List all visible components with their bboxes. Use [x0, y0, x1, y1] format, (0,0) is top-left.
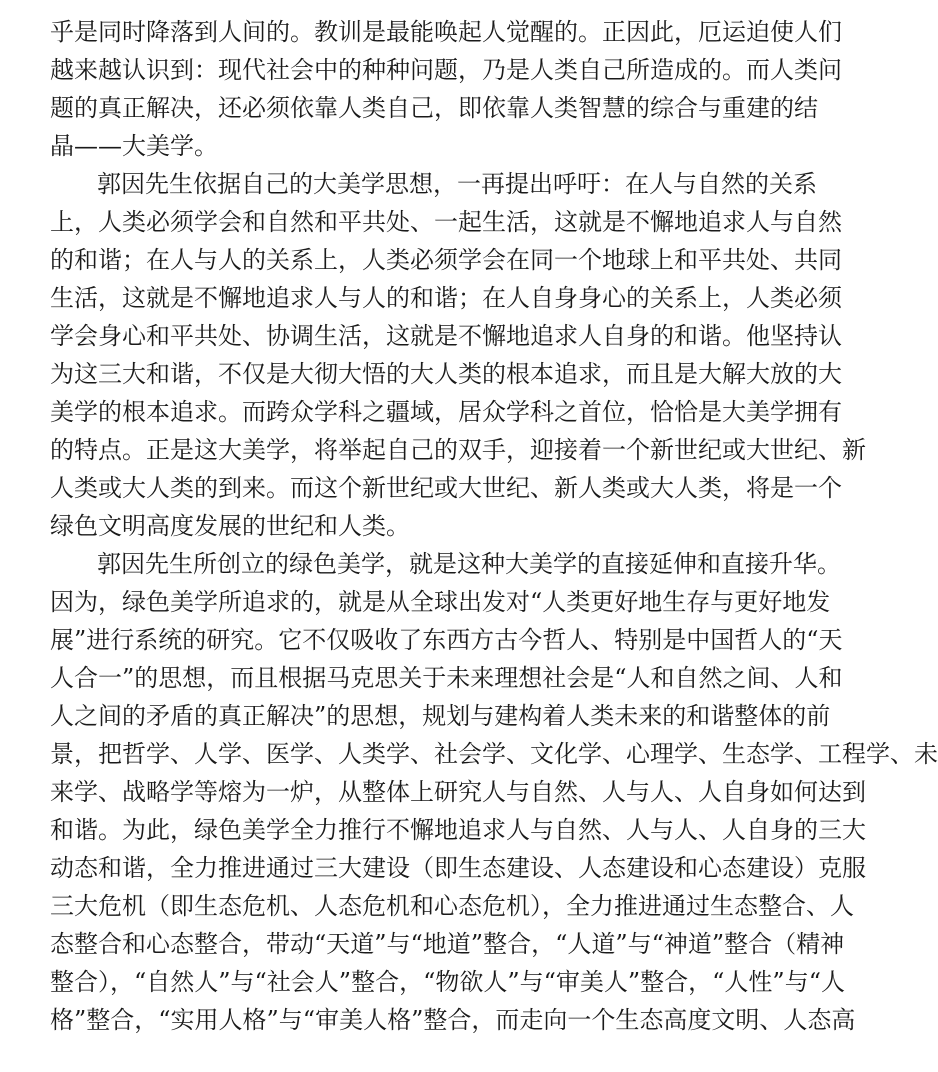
text-line: 的和谐；在人与人的关系上，人类必须学会在同一个地球上和平共处、共同 [50, 246, 842, 274]
text-line: 人类或大人类的到来。而这个新世纪或大世纪、新人类或大人类，将是一个 [50, 474, 842, 502]
text-line: 整合），“自然人”与“社会人”整合，“物欲人”与“审美人”整合，“人性”与“人 [50, 968, 845, 996]
text-line: 越来越认识到：现代社会中的种种问题，乃是人类自己所造成的。而人类问 [50, 56, 842, 84]
text-line: 题的真正解决，还必须依靠人类自己，即依靠人类智慧的综合与重建的结 [50, 94, 818, 122]
text-line: 展”进行系统的研究。它不仅吸收了东西方古今哲人、特别是中国哲人的“天 [50, 626, 843, 654]
text-line: 景，把哲学、人学、医学、人类学、社会学、文化学、心理学、生态学、工程学、未 [50, 740, 938, 768]
text-line: 为这三大和谐，不仅是大彻大悟的大人类的根本追求，而且是大解大放的大 [50, 360, 842, 388]
text-line: 三大危机（即生态危机、人态危机和心态危机），全力推进通过生态整合、人 [50, 892, 854, 920]
text-line: 学会身心和平共处、协调生活，这就是不懈地追求人自身的和谐。他坚持认 [50, 322, 842, 350]
text-line: 上，人类必须学会和自然和平共处、一起生活，这就是不懈地追求人与自然 [50, 208, 842, 236]
text-line: 生活，这就是不懈地追求人与人的和谐；在人自身身心的关系上，人类必须 [50, 284, 842, 312]
text-line: 美学的根本追求。而跨众学科之疆域，居众学科之首位，恰恰是大美学拥有 [50, 398, 842, 426]
text-line: 格”整合，“实用人格”与“审美人格”整合，而走向一个生态高度文明、人态高 [50, 1006, 856, 1034]
text-line: 的特点。正是这大美学，将举起自己的双手，迎接着一个新世纪或大世纪、新 [50, 436, 866, 464]
text-line: 动态和谐，全力推进通过三大建设（即生态建设、人态建设和心态建设）克服 [50, 854, 866, 882]
text-line: 因为，绿色美学所追求的，就是从全球出发对“人类更好地生存与更好地发 [50, 588, 831, 616]
text-line: 来学、战略学等熔为一炉，从整体上研究人与自然、人与人、人自身如何达到 [50, 778, 866, 806]
text-line: 晶——大美学。 [50, 132, 218, 160]
text-line: 态整合和心态整合，带动“天道”与“地道”整合，“人道”与“神道”整合（精神 [50, 930, 845, 958]
text-line: 绿色文明高度发展的世纪和人类。 [50, 512, 410, 540]
text-line: 和谐。为此，绿色美学全力推行不懈地追求人与自然、人与人、人自身的三大 [50, 816, 866, 844]
text-line: 人合一”的思想，而且根据马克思关于未来理想社会是“人和自然之间、人和 [50, 664, 843, 692]
paragraph-first-line: 郭因先生所创立的绿色美学，就是这种大美学的直接延伸和直接升华。 [97, 550, 841, 578]
text-line: 人之间的矛盾的真正解决”的思想，规划与建构着人类未来的和谐整体的前 [50, 702, 831, 730]
text-line: 乎是同时降落到人间的。教训是最能唤起人觉醒的。正因此，厄运迫使人们 [50, 18, 842, 46]
paragraph-first-line: 郭因先生依据自己的大美学思想，一再提出呼吁：在人与自然的关系 [97, 170, 817, 198]
